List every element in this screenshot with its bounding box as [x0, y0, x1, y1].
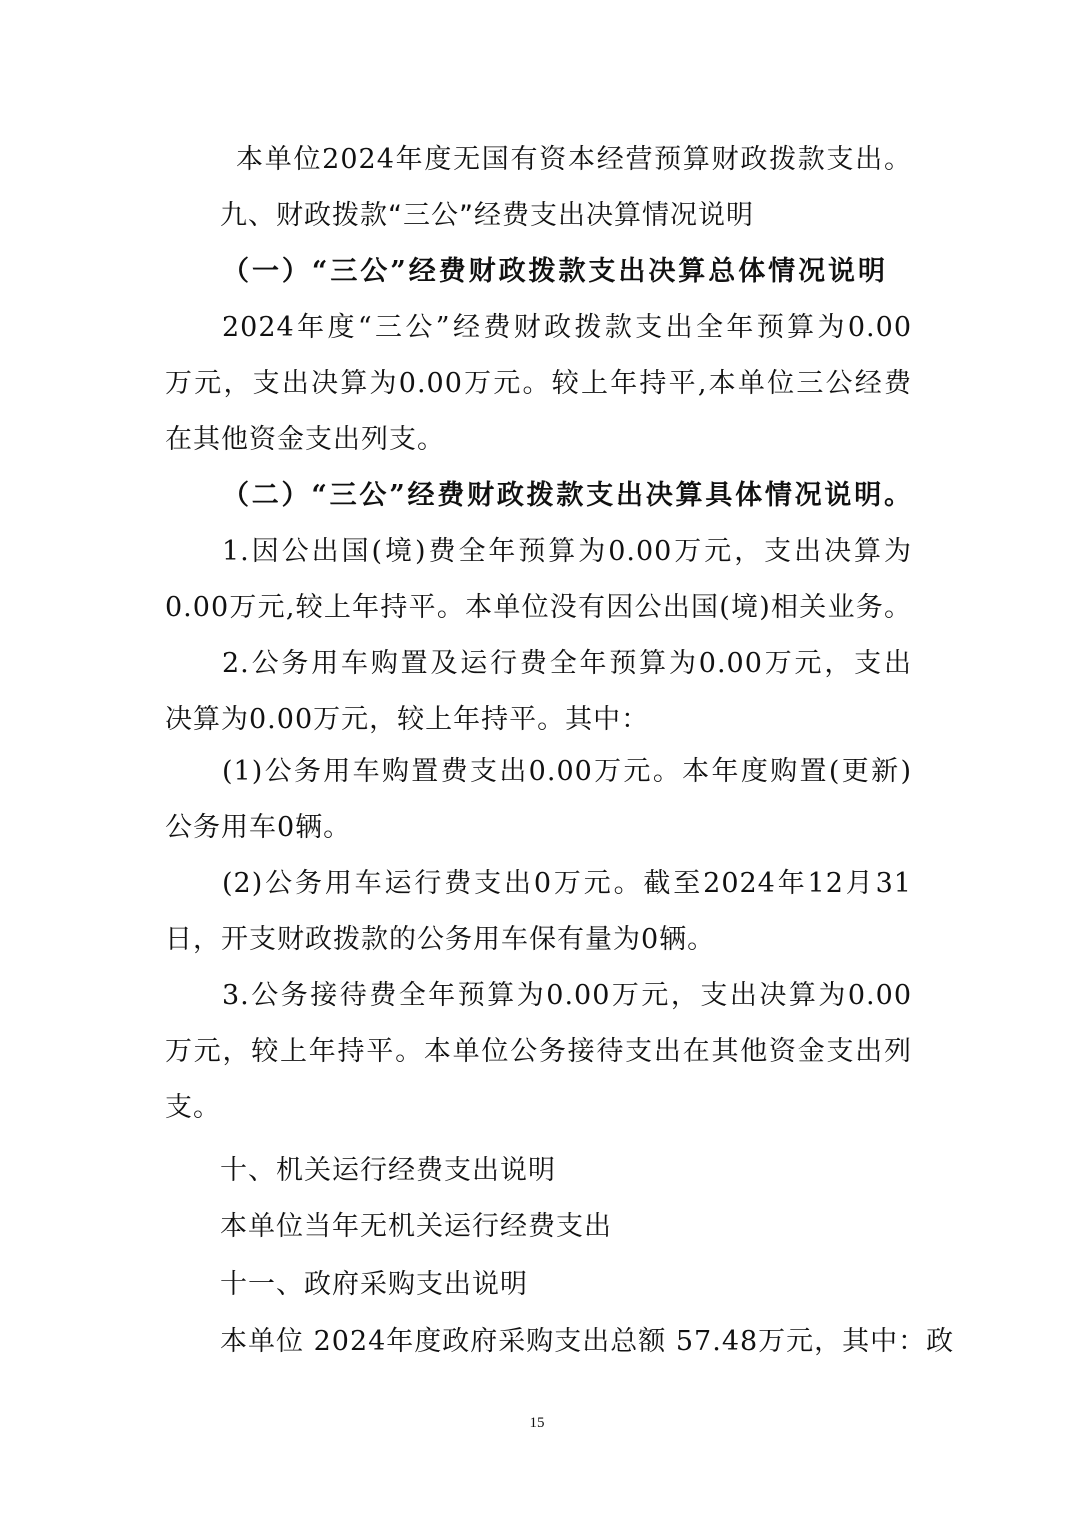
paragraph-line: 决算为0.00万元，较上年持平。其中：: [165, 704, 650, 735]
paragraph-line: 在其他资金支出列支。: [165, 424, 445, 455]
paragraph-line: 2.公务用车购置及运行费全年预算为0.00万元，支出: [222, 648, 912, 679]
section-heading: 十、机关运行经费支出说明: [220, 1155, 556, 1186]
paragraph-line: 本单位当年无机关运行经费支出: [220, 1211, 612, 1242]
section-heading: 十一、政府采购支出说明: [220, 1269, 528, 1300]
paragraph-line: 日，开支财政拨款的公务用车保有量为0辆。: [165, 924, 716, 955]
page-number: 15: [529, 1415, 545, 1431]
paragraph-line: 1.因公出国(境)费全年预算为0.00万元，支出决算为: [222, 536, 912, 567]
paragraph-line: 本单位2024年度无国有资本经营预算财政拨款支出。: [236, 144, 912, 175]
subsection-heading: （二）“三公”经费财政拨款支出决算具体情况说明。: [222, 480, 912, 511]
section-heading: 九、财政拨款“三公”经费支出决算情况说明: [220, 200, 754, 231]
paragraph-line: (1)公务用车购置费支出0.00万元。本年度购置(更新): [222, 756, 912, 787]
paragraph-line: 2024年度“三公”经费财政拨款支出全年预算为0.00: [222, 312, 912, 343]
paragraph-line: (2)公务用车运行费支出0万元。截至2024年12月31: [222, 868, 912, 899]
paragraph-line: 公务用车0辆。: [165, 812, 352, 843]
paragraph-line: 本单位 2024年度政府采购支出总额 57.48万元，其中：政: [220, 1326, 955, 1357]
paragraph-line: 万元，支出决算为0.00万元。较上年持平,本单位三公经费: [165, 368, 912, 399]
paragraph-line: 万元，较上年持平。本单位公务接待支出在其他资金支出列: [165, 1036, 912, 1067]
subsection-heading: （一）“三公”经费财政拨款支出决算总体情况说明: [222, 256, 886, 287]
paragraph-line: 3.公务接待费全年预算为0.00万元，支出决算为0.00: [222, 980, 912, 1011]
paragraph-line: 支。: [165, 1092, 221, 1123]
paragraph-line: 0.00万元,较上年持平。本单位没有因公出国(境)相关业务。: [165, 592, 912, 623]
